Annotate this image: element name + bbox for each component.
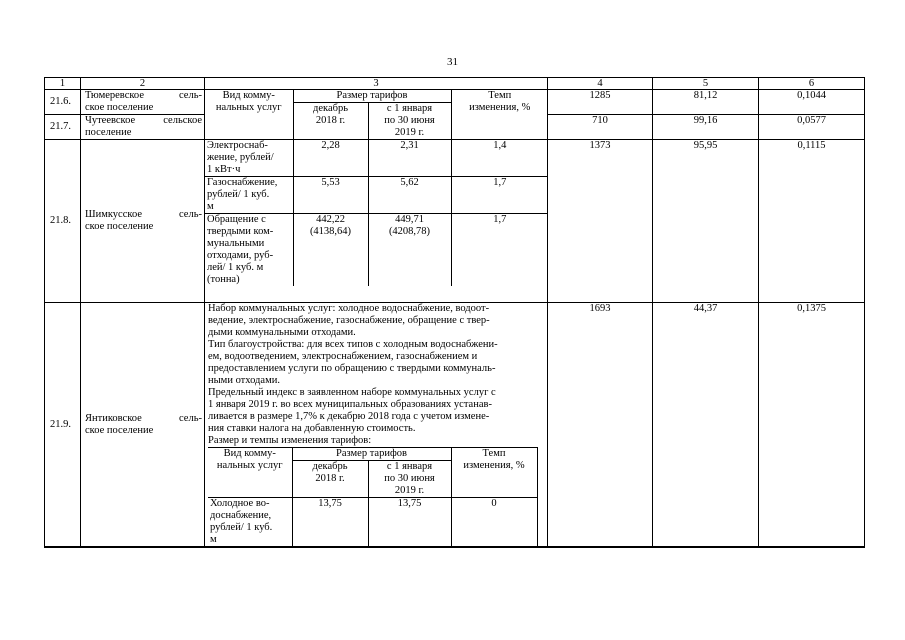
- table-row: [45, 140, 865, 303]
- col4-value: 710: [548, 115, 653, 140]
- january-header: с 1 января по 30 июня 2019 г.: [368, 103, 451, 140]
- january-header: с 1 января по 30 июня 2019 г.: [368, 461, 451, 498]
- page-number: 31: [447, 56, 458, 68]
- service-waste: Обращение с твердыми ком- мунальными отходами, руб- лей/ 1 куб. м (тонна): [205, 214, 293, 287]
- description-line: ведение, электроснабжение, газоснабжение, обращение с твер-: [208, 315, 490, 326]
- col6-value: 0,1044: [759, 90, 865, 115]
- service-cold-water: Холодное во- доснабжение, рублей/ 1 куб. м: [208, 498, 292, 547]
- service-electricity: Электроснаб- жение, рублей/ 1 кВт·ч: [205, 140, 293, 177]
- col5-value: 95,95: [653, 140, 759, 303]
- col5-value: 99,16: [653, 115, 759, 140]
- column-numbers-row: [45, 78, 865, 90]
- description-line: Тип благоустройства: для всех типов с холодным водоснабжени-: [208, 339, 498, 350]
- tariff-detail-cell: [205, 140, 548, 303]
- description-line: предоставлением услуги по обращению с твердыми коммуналь-: [208, 363, 496, 374]
- cold-water-tariff-table: [208, 447, 538, 546]
- col5-value: 44,37: [653, 303, 759, 548]
- december-header: декабрь 2018 г.: [292, 461, 368, 498]
- service-type-header: Вид комму- нальных услуг: [208, 448, 292, 498]
- column-number: 2: [81, 78, 205, 90]
- tariff-table: [44, 77, 865, 548]
- settlement-name: Чутеевское сельское поселение: [81, 115, 205, 140]
- tariff-detail-table: [205, 140, 548, 286]
- row-number: 21.6.: [45, 90, 81, 115]
- column-number: 3: [205, 78, 548, 90]
- december-value: 442,22 (4138,64): [293, 214, 368, 287]
- col6-value: 0,0577: [759, 115, 865, 140]
- col4-value: 1693: [548, 303, 653, 548]
- settlement-name: Шимкусское сель- ское поселение: [81, 140, 205, 303]
- description-line: ными отходами.: [208, 375, 280, 386]
- row-number: 21.8.: [45, 140, 81, 303]
- january-value: 449,71 (4208,78): [368, 214, 451, 287]
- col4-value: 1285: [548, 90, 653, 115]
- col6-value: 0,1375: [759, 303, 865, 548]
- january-value: 13,75: [368, 498, 451, 547]
- column-number: 1: [45, 78, 81, 90]
- table-row: [45, 90, 865, 115]
- december-value: 2,28: [293, 140, 368, 177]
- service-gas: Газоснабжение, рублей/ 1 куб. м: [205, 177, 293, 214]
- change-rate-value: 1,4: [451, 140, 548, 177]
- change-rate-value: 1,7: [451, 214, 548, 287]
- col4-value: 1373: [548, 140, 653, 303]
- table-row: [45, 303, 865, 548]
- column-number: 6: [759, 78, 865, 90]
- tariff-size-header: Размер тарифов: [292, 448, 451, 461]
- service-description-cell: [205, 303, 548, 548]
- january-value: 5,62: [368, 177, 451, 214]
- change-rate-header: Темп изменения, %: [451, 90, 548, 139]
- description-line: Предельный индекс в заявленном наборе коммунальных услуг с: [208, 387, 496, 398]
- settlement-name: Янтиковское сель- ское поселение: [81, 303, 205, 548]
- tariff-header-table: [205, 90, 548, 139]
- january-value: 2,31: [368, 140, 451, 177]
- description-line: дыми коммунальными отходами.: [208, 327, 356, 338]
- service-type-header: Вид комму- нальных услуг: [205, 90, 293, 139]
- col5-value: 81,12: [653, 90, 759, 115]
- description-line: ем, водоотведением, электроснабжением, газоснабжением и: [208, 351, 478, 362]
- tariff-size-header: Размер тарифов: [293, 90, 451, 103]
- column-number: 4: [548, 78, 653, 90]
- description-line: Набор коммунальных услуг: холодное водоснабжение, водоот-: [208, 303, 490, 314]
- description-line: ливается в размере 1,7% к декабрю 2018 года с учетом измене-: [208, 411, 490, 422]
- description-line: 1 января 2019 г. во всех муниципальных образованиях устанав-: [208, 399, 492, 410]
- settlement-name: Тюмеревское сель- ское поселение: [81, 90, 205, 115]
- col6-value: 0,1115: [759, 140, 865, 303]
- december-value: 5,53: [293, 177, 368, 214]
- december-value: 13,75: [292, 498, 368, 547]
- change-rate-value: 1,7: [451, 177, 548, 214]
- row-number: 21.9.: [45, 303, 81, 548]
- tariff-header-cell: [205, 90, 548, 140]
- row-number: 21.7.: [45, 115, 81, 140]
- change-rate-value: 0: [451, 498, 537, 547]
- change-rate-header: Темп изменения, %: [451, 448, 537, 498]
- column-number: 5: [653, 78, 759, 90]
- description-line: Размер и темпы изменения тарифов:: [208, 435, 372, 446]
- description-line: ния ставки налога на добавленную стоимость.: [208, 423, 416, 434]
- december-header: декабрь 2018 г.: [293, 103, 368, 140]
